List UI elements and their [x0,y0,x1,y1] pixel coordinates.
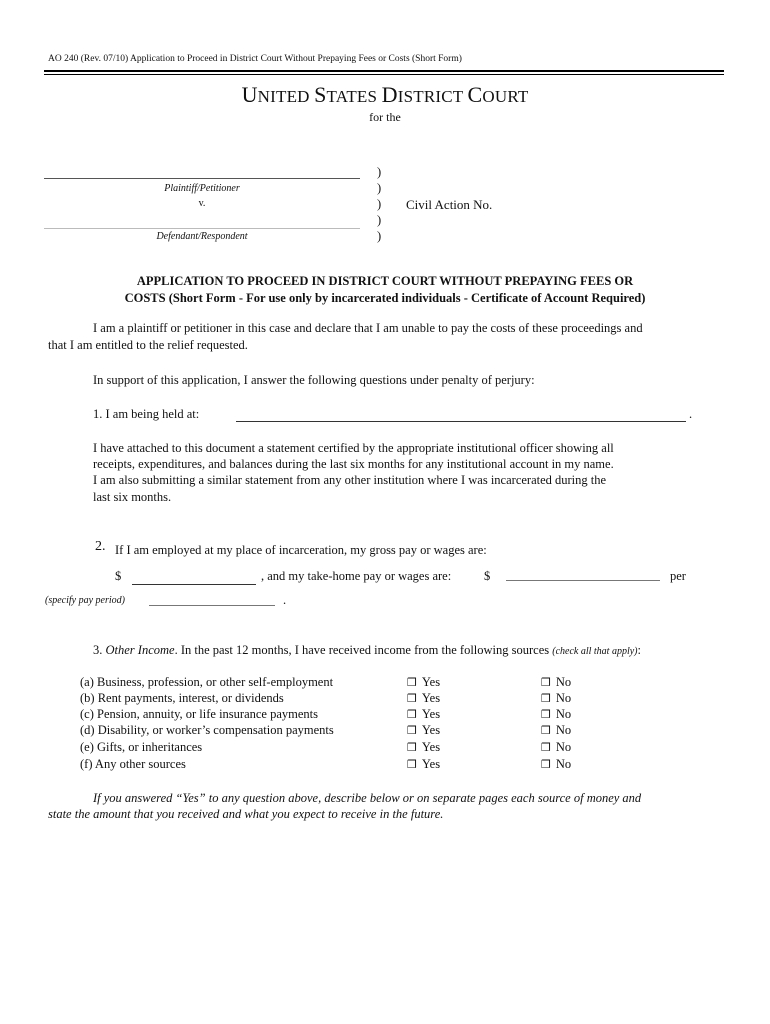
income-source-e: (e) Gifts, or inheritances [80,740,203,754]
held-at-field[interactable] [236,421,686,422]
gross-pay-field[interactable] [132,584,256,585]
checkbox-icon: ❒ [541,741,551,754]
caption-paren: ) [377,181,382,195]
caption-paren: ) [377,213,382,227]
gross-dollar-sign: $ [115,569,122,583]
checkbox-icon: ❒ [407,724,417,737]
checkbox-icon: ❒ [407,758,417,771]
attached-line-2: receipts, expenditures, and balances during the last six months for any institutional account in my name. [93,457,614,471]
header-rule-thick [44,70,724,72]
no-checkbox-d[interactable]: ❒ No [541,723,572,737]
per-label: per [670,569,686,583]
checkbox-icon: ❒ [541,758,551,771]
no-checkbox-b[interactable]: ❒ No [541,691,572,705]
form-title-line-1: APPLICATION TO PROCEED IN DISTRICT COURT WITHOUT PREPAYING FEES OR [136,274,634,288]
support-statement: In support of this application, I answer the following questions under penalty of perjury: [93,373,535,387]
defendant-label: Defendant/Respondent [156,231,248,242]
yes-checkbox-a[interactable]: ❒ Yes [407,675,441,689]
no-checkbox-a[interactable]: ❒ No [541,675,572,689]
specify-pay-period: (specify pay period) [45,595,125,606]
court-name: UNITED STATES DISTRICT COURT [241,82,529,107]
income-source-a: (a) Business, profession, or other self-employment [80,675,334,689]
q2-text: If I am employed at my place of incarceration, my gross pay or wages are: [115,543,487,557]
checkbox-icon: ❒ [541,692,551,705]
income-source-b: (b) Rent payments, interest, or dividends [80,691,284,705]
income-source-d: (d) Disability, or worker’s compensation payments [80,723,334,737]
yes-checkbox-d[interactable]: ❒ Yes [407,723,441,737]
versus: v. [198,198,206,209]
yes-checkbox-f[interactable]: ❒ Yes [407,757,441,771]
caption-paren: ) [377,165,382,179]
q2-number: 2. [95,539,106,554]
no-checkbox-e[interactable]: ❒ No [541,740,572,754]
if-yes-line-2: state the amount that you received and what you expect to receive in the future. [48,807,444,821]
declaration-line-1: I am a plaintiff or petitioner in this case and declare that I am unable to pay the costs of these proceedings and [93,321,643,335]
yes-checkbox-e[interactable]: ❒ Yes [407,740,441,754]
form-title-line-2: COSTS (Short Form - For use only by incarcerated individuals - Certificate of Account Required) [124,291,646,305]
checkbox-icon: ❒ [541,708,551,721]
declaration-line-2: that I am entitled to the relief requested. [48,338,248,352]
caption-paren: ) [377,197,382,211]
no-checkbox-f[interactable]: ❒ No [541,757,572,771]
checkbox-icon: ❒ [407,692,417,705]
form-header: AO 240 (Rev. 07/10) Application to Proceed in District Court Without Prepaying Fees or Costs (Short Form) [48,54,462,64]
plaintiff-line[interactable] [44,178,360,179]
pay-period-field[interactable] [149,605,275,606]
if-yes-line-1: If you answered “Yes” to any question above, describe below or on separate pages each source of money and [93,791,642,805]
for-the: for the [369,110,401,124]
checkbox-icon: ❒ [407,741,417,754]
takehome-pay-field[interactable] [506,580,660,581]
pay-period-period: . [283,593,287,607]
q1-label: 1. I am being held at: [93,407,200,421]
attached-line-3: I am also submitting a similar statement from any other institution where I was incarcerated during the [93,473,607,487]
plaintiff-label: Plaintiff/Petitioner [164,183,240,194]
header-rule-thin [44,74,724,75]
checkbox-icon: ❒ [407,676,417,689]
defendant-line[interactable] [44,228,360,229]
income-source-c: (c) Pension, annuity, or life insurance payments [80,707,319,721]
checkbox-icon: ❒ [407,708,417,721]
yes-checkbox-b[interactable]: ❒ Yes [407,691,441,705]
takehome-dollar-sign: $ [484,569,491,583]
q3-heading: 3. Other Income. In the past 12 months, I have received income from the following sources (check all that apply): [93,643,641,657]
income-source-f: (f) Any other sources [80,757,186,771]
attached-line-1: I have attached to this document a statement certified by the appropriate institutional officer showing all [93,441,614,455]
takehome-text: , and my take-home pay or wages are: [261,569,452,583]
civil-action-label: Civil Action No. [406,197,493,212]
checkbox-icon: ❒ [541,676,551,689]
attached-line-4: last six months. [93,490,172,504]
caption-paren: ) [377,229,382,243]
yes-checkbox-c[interactable]: ❒ Yes [407,707,441,721]
q1-period: . [689,407,693,421]
no-checkbox-c[interactable]: ❒ No [541,707,572,721]
checkbox-icon: ❒ [541,724,551,737]
